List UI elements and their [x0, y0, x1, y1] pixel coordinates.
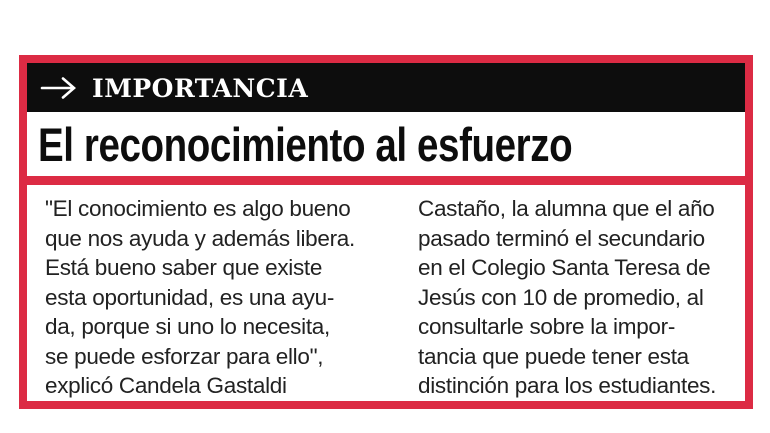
headline-strip — [27, 112, 745, 176]
red-divider — [27, 176, 745, 185]
importance-card — [19, 55, 753, 409]
body-line: esta oportunidad, es una ayu- — [45, 284, 335, 310]
column-left — [45, 194, 386, 401]
body-line: que nos ayuda y además libera. — [45, 225, 355, 251]
headline: El reconocimiento al esfuerzo — [38, 117, 573, 171]
column-right — [418, 194, 739, 401]
body-line: consultarle sobre la impor- — [418, 314, 676, 339]
body-line: Castaño, la alumna que el año — [418, 196, 715, 221]
kicker-label: IMPORTANCIA — [92, 74, 309, 103]
body-line: se puede esforzar para ello", — [45, 343, 324, 369]
kicker-bar — [27, 63, 745, 112]
body-line: "El conocimiento es algo bueno — [45, 196, 351, 221]
body-line: pasado terminó el secundario — [418, 225, 705, 251]
body-line: tancia que puede tener esta — [418, 343, 689, 369]
arrow-right-icon — [40, 75, 78, 101]
body-line: da, porque si uno lo necesita, — [45, 314, 330, 339]
body-line: Jesús con 10 de promedio, al — [418, 284, 704, 310]
body-line: explicó Candela Gastaldi — [45, 373, 287, 398]
article-body — [27, 185, 745, 401]
body-line: distinción para los estudiantes. — [418, 373, 717, 398]
body-line: en el Colegio Santa Teresa de — [418, 255, 711, 280]
body-line: Está bueno saber que existe — [45, 255, 323, 280]
